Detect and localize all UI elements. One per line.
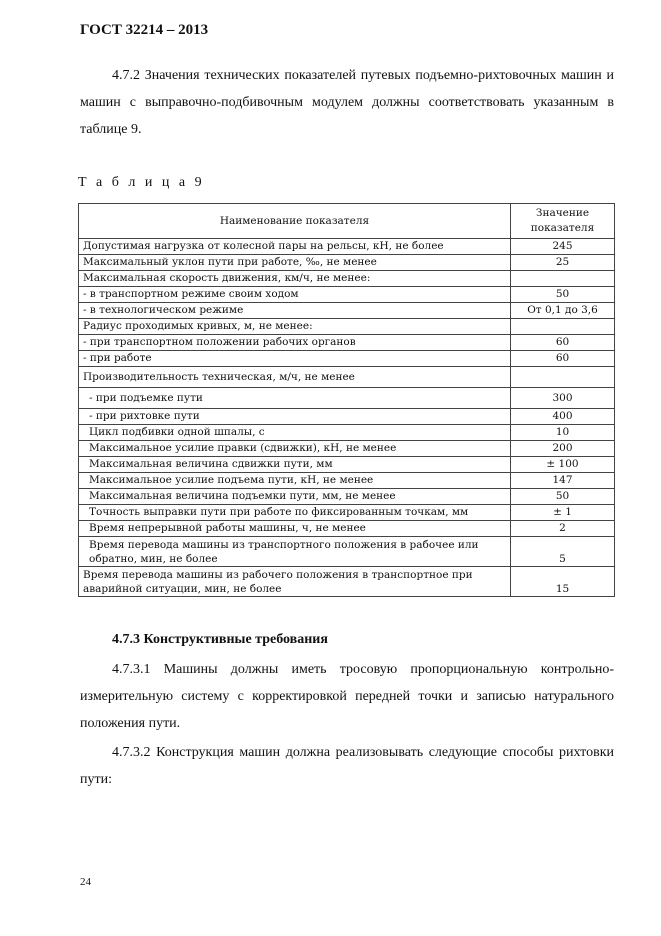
row-value: 200 bbox=[511, 441, 615, 457]
row-label: - при работе bbox=[79, 351, 511, 367]
row-value: 50 bbox=[511, 287, 615, 303]
row-label: Время перевода машины из рабочего положения в транспортное при аварийной ситуации, мин, не более bbox=[79, 567, 511, 597]
row-label: Время перевода машины из транспортного положения в рабочее или обратно, мин, не более bbox=[79, 537, 511, 567]
table-row bbox=[79, 367, 615, 388]
row-label: Точность выправки пути при работе по фиксированным точкам, мм bbox=[79, 505, 511, 521]
row-label: Цикл подбивки одной шпалы, с bbox=[79, 425, 511, 441]
row-value: 245 bbox=[511, 239, 615, 255]
table-row bbox=[79, 255, 615, 271]
column-header-name: Наименование показателя bbox=[79, 204, 511, 239]
row-value: 5 bbox=[511, 537, 615, 567]
table-row bbox=[79, 319, 615, 335]
table-row bbox=[79, 239, 615, 255]
row-value: 60 bbox=[511, 351, 615, 367]
table-row bbox=[79, 287, 615, 303]
row-value bbox=[511, 367, 615, 388]
table-row bbox=[79, 473, 615, 489]
paragraph-4-7-3-2: 4.7.3.2 Конструкция машин должна реализовывать следующие способы рихтовки пути: bbox=[80, 745, 614, 787]
paragraph-4-7-3-1: 4.7.3.1 Машины должны иметь тросовую пропорциональную контрольно-измерительную систему с корректировкой передней точки и записью натурального положения пути. bbox=[80, 662, 614, 731]
row-value bbox=[511, 319, 615, 335]
row-label: - в транспортном режиме своим ходом bbox=[79, 287, 511, 303]
section-heading: 4.7.3 Конструктивные требования bbox=[112, 632, 328, 647]
row-label: - в технологическом режиме bbox=[79, 303, 511, 319]
row-value: 2 bbox=[511, 521, 615, 537]
row-label: Максимальное усилие подъема пути, кН, не менее bbox=[79, 473, 511, 489]
paragraph-4-7-2: 4.7.2 Значения технических показателей путевых подъемно-рихтовочных машин и машин с выправочно-подбивочным модулем должны соответствовать указанным в таблице 9. bbox=[80, 68, 614, 137]
page-number: 24 bbox=[80, 876, 91, 888]
row-label: Максимальная скорость движения, км/ч, не менее: bbox=[79, 271, 511, 287]
table-caption: Т а б л и ц а 9 bbox=[78, 175, 205, 190]
row-label: Максимальная величина подъемки пути, мм, не менее bbox=[79, 489, 511, 505]
table-row bbox=[79, 441, 615, 457]
row-label: Максимальная величина сдвижки пути, мм bbox=[79, 457, 511, 473]
row-value: 300 bbox=[511, 388, 615, 409]
table-row bbox=[79, 567, 615, 597]
row-label: Максимальное усилие правки (сдвижки), кН, не менее bbox=[79, 441, 511, 457]
table-row bbox=[79, 335, 615, 351]
row-value: 10 bbox=[511, 425, 615, 441]
table-row bbox=[79, 425, 615, 441]
row-value bbox=[511, 271, 615, 287]
table-row bbox=[79, 351, 615, 367]
row-value: 15 bbox=[511, 567, 615, 597]
table-row bbox=[79, 457, 615, 473]
row-value: От 0,1 до 3,6 bbox=[511, 303, 615, 319]
row-label: Время непрерывной работы машины, ч, не менее bbox=[79, 521, 511, 537]
row-value: 147 bbox=[511, 473, 615, 489]
row-label: - при рихтовке пути bbox=[79, 409, 511, 425]
row-value: 50 bbox=[511, 489, 615, 505]
table-row bbox=[79, 271, 615, 287]
table-row bbox=[79, 537, 615, 567]
row-label: Максимальный уклон пути при работе, ‰, не менее bbox=[79, 255, 511, 271]
row-label: Радиус проходимых кривых, м, не менее: bbox=[79, 319, 511, 335]
row-value: ± 1 bbox=[511, 505, 615, 521]
column-header-value: Значение показателя bbox=[511, 204, 615, 239]
row-label: - при транспортном положении рабочих органов bbox=[79, 335, 511, 351]
table-row bbox=[79, 303, 615, 319]
table-row bbox=[79, 505, 615, 521]
table-row bbox=[79, 388, 615, 409]
table-row bbox=[79, 489, 615, 505]
row-value: 60 bbox=[511, 335, 615, 351]
row-value: ± 100 bbox=[511, 457, 615, 473]
row-value: 25 bbox=[511, 255, 615, 271]
row-label: Производительность техническая, м/ч, не менее bbox=[79, 367, 511, 388]
table-row bbox=[79, 521, 615, 537]
row-value: 400 bbox=[511, 409, 615, 425]
document-header: ГОСТ 32214 – 2013 bbox=[80, 22, 209, 38]
table-header-row bbox=[79, 204, 615, 239]
row-label: Допустимая нагрузка от колесной пары на рельсы, кН, не более bbox=[79, 239, 511, 255]
row-label: - при подъемке пути bbox=[79, 388, 511, 409]
table-row bbox=[79, 409, 615, 425]
specs-table bbox=[78, 203, 615, 597]
